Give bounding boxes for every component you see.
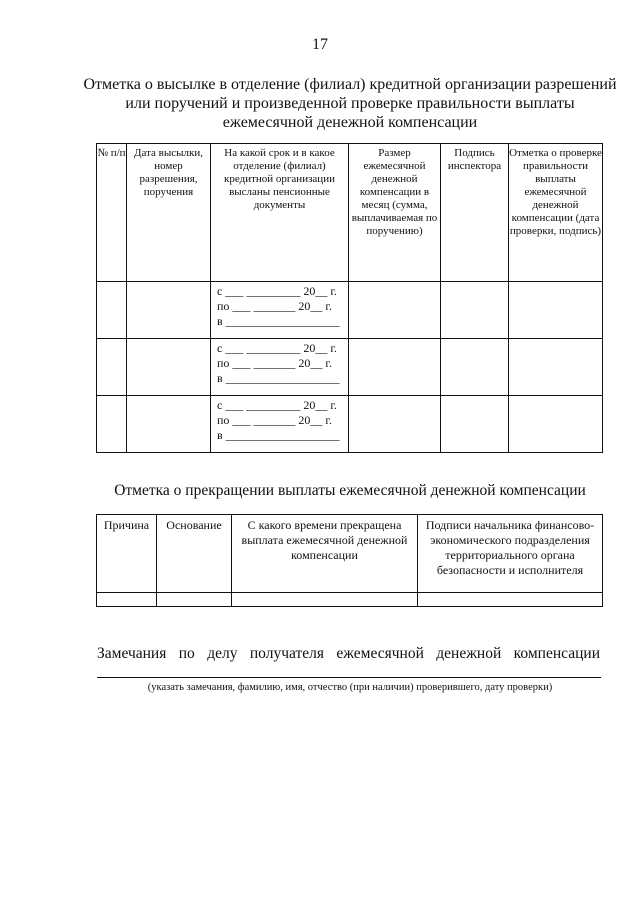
termination-table <box>96 514 603 607</box>
period-to: по ___ _______ 20__ г. <box>217 413 332 427</box>
col-termination-date: С какого времени прекращена выплата ежемесячной денежной компенсации <box>232 515 418 593</box>
table-row <box>97 282 603 339</box>
cell <box>97 593 157 607</box>
page-number: 17 <box>312 36 328 53</box>
period-from: с ___ _________ 20__ г. <box>217 341 337 355</box>
period-from: с ___ _________ 20__ г. <box>217 398 337 412</box>
title-line: ежемесячной денежной компенсации <box>222 114 478 131</box>
cell <box>97 396 127 453</box>
remarks-underline <box>97 677 601 678</box>
col-basis: Основание <box>157 515 232 593</box>
period-in: в ___________________ <box>217 371 340 385</box>
cell <box>441 396 509 453</box>
period-from: с ___ _________ 20__ г. <box>217 284 337 298</box>
dispatch-table <box>96 143 603 453</box>
col-number: № п/п <box>97 144 127 282</box>
col-period-branch: На какой срок и в какое отделение (филиал) кредитной организации высланы пенсионные документы <box>211 144 349 282</box>
cell <box>418 593 603 607</box>
col-dispatch-date: Дата высылки, номер разрешения, поручения <box>127 144 211 282</box>
col-signatures: Подписи начальника финансово-экономического подразделения территориального органа безопасности и исполнителя <box>418 515 603 593</box>
period-in: в ___________________ <box>217 314 340 328</box>
col-amount: Размер ежемесячной денежной компенсации в месяц (сумма, выплачиваемая по поручению) <box>349 144 441 282</box>
table-row <box>97 396 603 453</box>
period-cell <box>211 339 349 396</box>
col-reason: Причина <box>97 515 157 593</box>
table-row <box>97 339 603 396</box>
cell <box>441 339 509 396</box>
cell <box>157 593 232 607</box>
cell <box>509 396 603 453</box>
title-line: или поручений и произведенной проверке правильности выплаты <box>125 95 575 112</box>
table-row <box>97 593 603 607</box>
cell <box>127 339 211 396</box>
period-to: по ___ _______ 20__ г. <box>217 356 332 370</box>
section-title-dispatch <box>60 75 640 132</box>
remarks-label: Замечания по делу получателя ежемесячной денежной компенсации <box>97 645 600 662</box>
period-in: в ___________________ <box>217 428 340 442</box>
cell <box>441 282 509 339</box>
period-cell <box>211 396 349 453</box>
col-inspector-signature: Подпись инспектора <box>441 144 509 282</box>
title-line: Отметка о высылке в отделение (филиал) кредитной организации разрешений <box>83 76 617 93</box>
cell <box>509 282 603 339</box>
cell <box>349 396 441 453</box>
cell <box>97 339 127 396</box>
cell <box>127 282 211 339</box>
col-check-mark: Отметка о проверке правильности выплаты ежемесячной денежной компенсации (дата проверки, подпись) <box>509 144 603 282</box>
cell <box>97 282 127 339</box>
remarks-note: (указать замечания, фамилию, имя, отчество (при наличии) проверившего, дату проверки) <box>147 682 553 693</box>
period-to: по ___ _______ 20__ г. <box>217 299 332 313</box>
cell <box>509 339 603 396</box>
table-header-row <box>97 144 603 282</box>
cell <box>349 339 441 396</box>
section-title-termination: Отметка о прекращении выплаты ежемесячной денежной компенсации <box>114 482 586 499</box>
cell <box>232 593 418 607</box>
cell <box>127 396 211 453</box>
period-cell <box>211 282 349 339</box>
cell <box>349 282 441 339</box>
table-header-row <box>97 515 603 593</box>
